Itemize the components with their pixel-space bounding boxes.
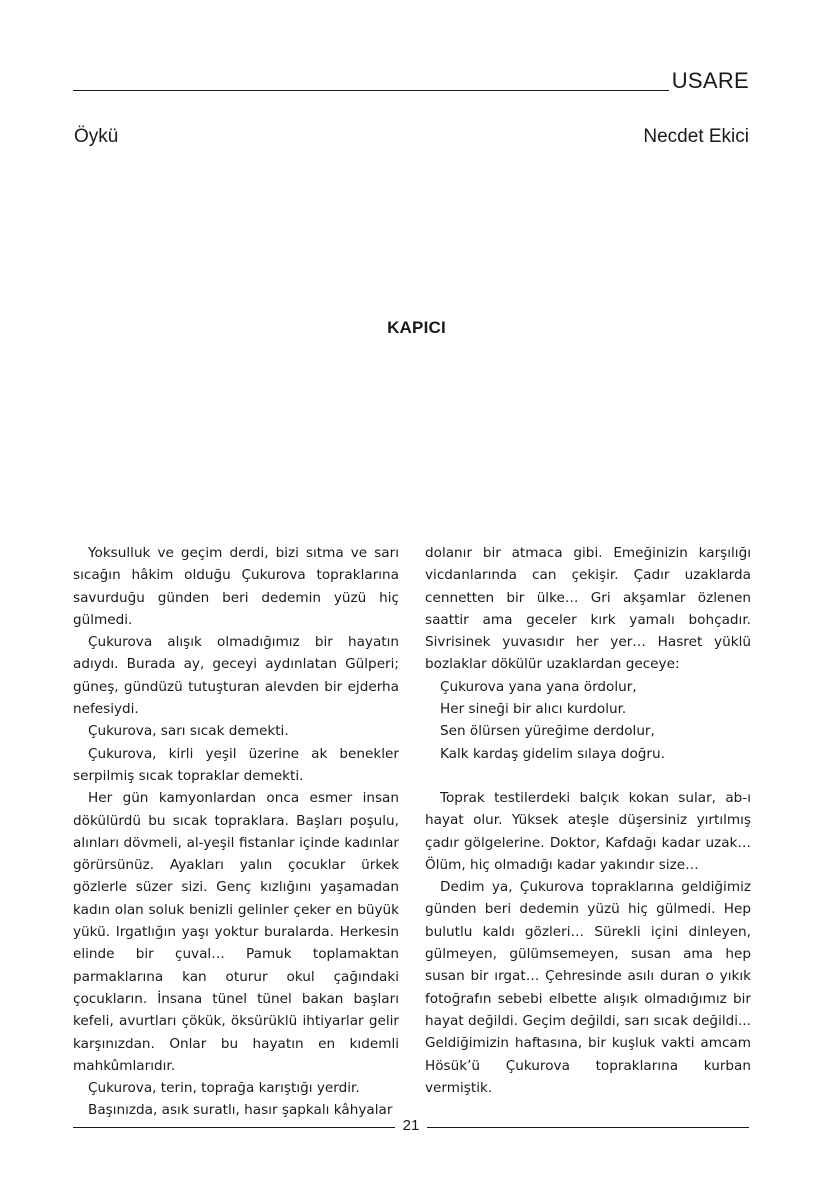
header-rule: [73, 90, 669, 91]
spacer: [425, 765, 751, 787]
paragraph: Çukurova alışık olmadığımız bir hayatın adıydı. Burada ay, geceyi aydınlatan Gülperi; güneş, gündüzü tutuşturan alevden bir ejderha nefesiydi.: [73, 634, 399, 718]
verse-line: Çukurova yana yana ördolur,: [440, 678, 637, 695]
paragraph: Dedim ya, Çukurova topraklarına geldiğimiz günden beri dedemin yüzü hiç gülmedi. Hep bulutlu kaldı gözleri… Sürekli içini dinleyen, gülmeyen, gülümsemeyen, susan ama hep susan bir ırgat… Çehresinde asılı duran o yıkık fotoğrafın sebebi elbette alışık olmadığımız bir hayat değildi. Geçim değildi, sarı sıcak değildi... Geldiğimizin haftasına, bir kuşluk vakti amcam Hösük’ü Çukurova topraklarına kurban vermiştik.: [425, 879, 751, 1096]
paragraph: Çukurova, kirli yeşil üzerine ak benekler serpilmiş sıcak topraklar demekti.: [73, 745, 399, 784]
verse-line: Her sineği bir alıcı kurdolur.: [440, 701, 627, 718]
genre-label: Öykü: [74, 126, 119, 147]
story-title: KAPICI: [387, 318, 446, 337]
paragraph-continuation: dolanır bir atmaca gibi. Emeğinizin karşılığı vicdanlarında can çekişir. Çadır uzaklarda cennetten bir ülke… Gri akşamlar özlenen saattir ama geceler kırk yamalı bohçadır. Sivrisinek yuvasıdır her yer… Hasret yüklü bozlaklar dökülür uzaklardan geceye:: [425, 545, 751, 673]
paragraph: Çukurova, terin, toprağa karıştığı yerdir.: [88, 1080, 360, 1097]
footer-rule-right: [427, 1127, 749, 1128]
right-column: [425, 542, 751, 1099]
paragraph: Yoksulluk ve geçim derdi, bizi sıtma ve sarı sıcağın hâkim olduğu Çukurova topraklarına savurduğu günden beri dedemin yüzü hiç gülmedi.: [73, 545, 399, 628]
paragraph: Çukurova, sarı sıcak demekti.: [88, 723, 289, 740]
verse-line: Kalk kardaş gidelim sılaya doğru.: [440, 745, 665, 762]
paragraph: Başınızda, asık suratlı, hasır şapkalı kâhyalar: [88, 1102, 393, 1119]
footer-rule-left: [73, 1127, 395, 1128]
page-number: 21: [402, 1117, 420, 1134]
left-column: [73, 542, 399, 1122]
paragraph: Her gün kamyonlardan onca esmer insan dökülürdü bu sıcak topraklara. Başları poşulu, alınları dövmeli, al-yeşil fistanlar içinde kadınlar görürsünüz. Ayakları yalın çocuklar ürkek gözlerle süzer sizi. Genç kızlığını yaşamadan kadın olan soluk benizli gelinler çeker en büyük yükü. Irgatlığın yaşı yoktur buralarda. Herkesin elinde bir çuval… Pamuk toplamaktan parmaklarına kan oturur okul çağındaki çocukların. İnsana tünel tünel bakan başları kefeli, avurtları çökük, öksürüklü ihtiyarlar gelir karşınızdan. Onlar bu hayatın en kıdemli mahkûmlarıdır.: [73, 790, 399, 1074]
verse-block: [425, 676, 751, 765]
paragraph: Toprak testilerdeki balçık kokan sular, ab-ı hayat olur. Yüksek ateşle düşersiniz yırtılmış çadır gölgelerine. Doktor, Kafdağı kadar uzak… Ölüm, hiç olmadığı kadar yakındır size…: [425, 789, 751, 873]
journal-name: USARE: [671, 68, 749, 93]
author-name: Necdet Ekici: [643, 126, 749, 147]
verse-line: Sen ölürsen yüreğime derdolur,: [440, 723, 655, 740]
